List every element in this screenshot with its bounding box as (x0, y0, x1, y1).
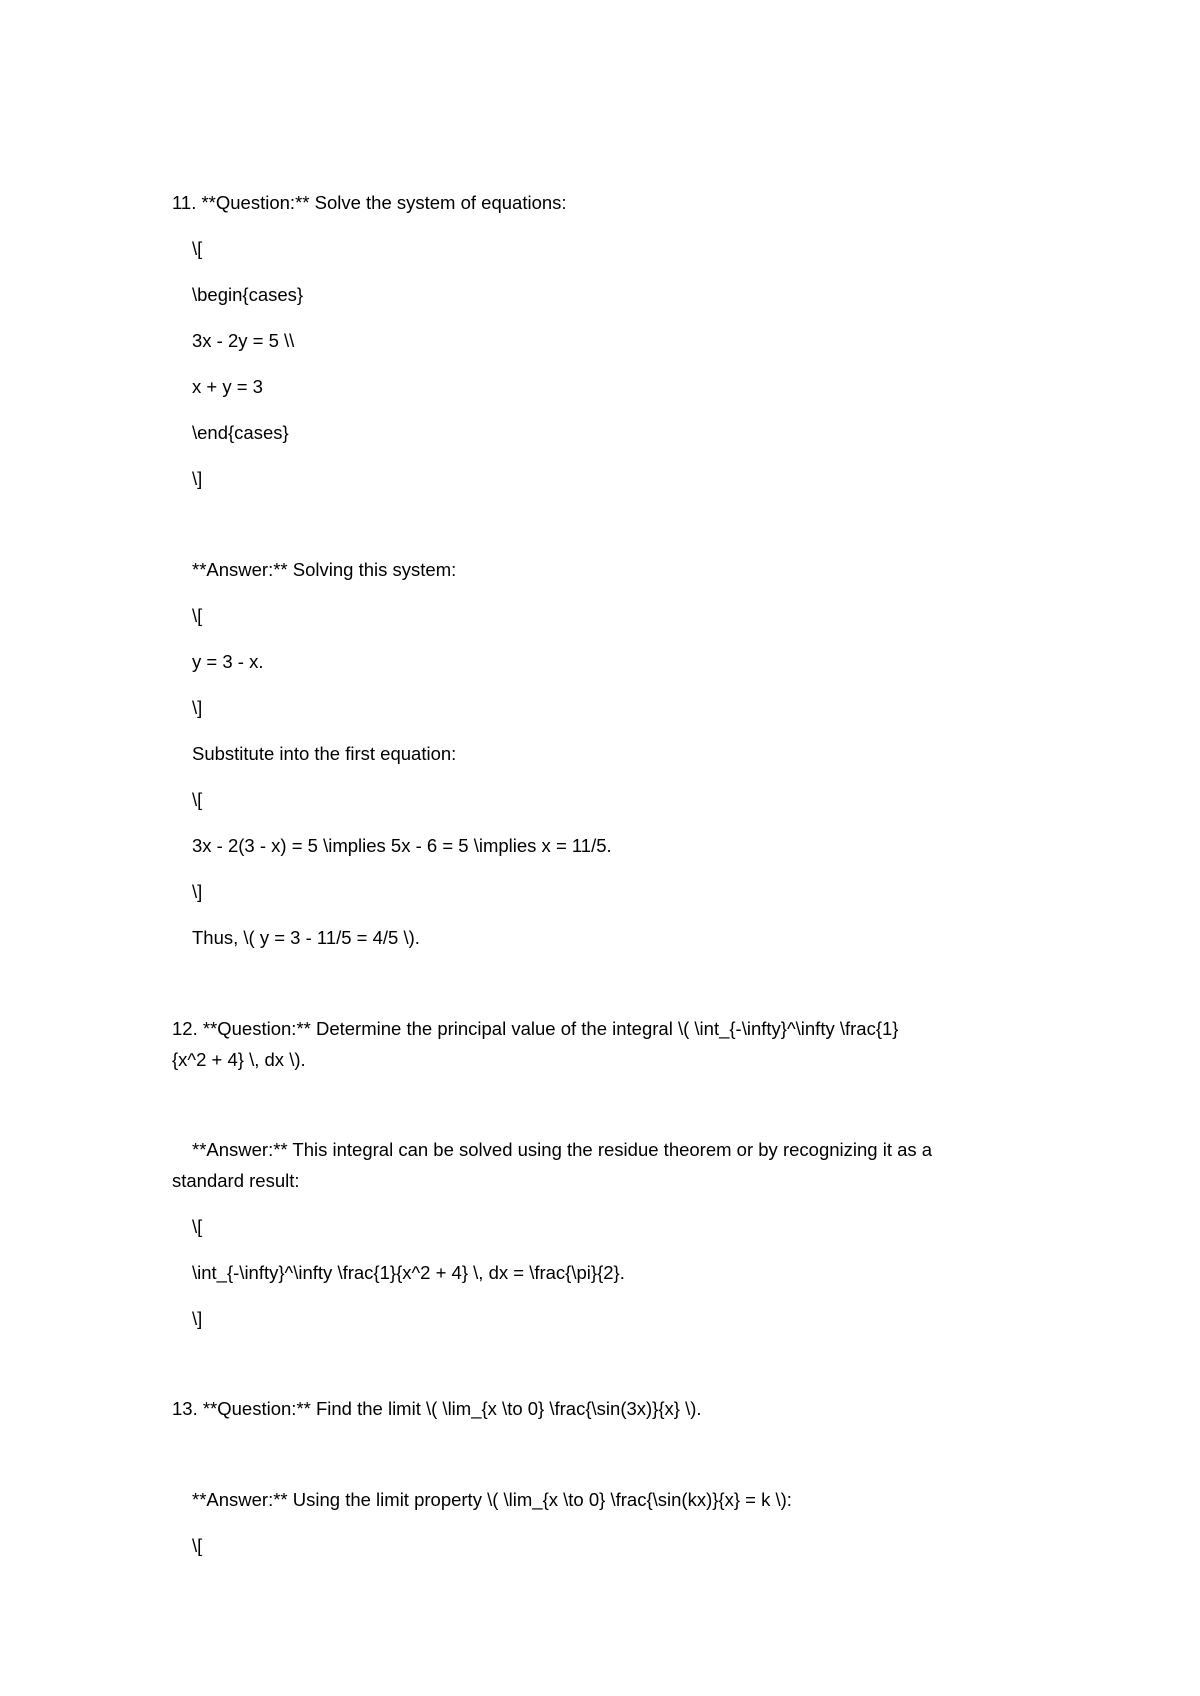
q12-answer-line: \] (192, 1308, 203, 1329)
q11-answer-line: Substitute into the first equation: (192, 743, 457, 764)
q11-answer-line: \] (192, 697, 203, 718)
q11-question-line: \end{cases} (192, 422, 289, 443)
q11-answer-line: \[ (192, 605, 203, 626)
q12-answer-heading: **Answer:** This integral can be solved using the residue theorem or by recognizing it as a (192, 1139, 933, 1160)
q11-answer-line: 3x - 2(3 - x) = 5 \implies 5x - 6 = 5 \implies x = 11/5. (192, 835, 612, 856)
q11-answer-heading: **Answer:** Solving this system: (192, 559, 457, 580)
q13-heading: 13. **Question:** Find the limit \( \lim_{x \to 0} \frac{\sin(3x)}{x} \). (172, 1398, 702, 1419)
q11-question-line: \[ (192, 238, 203, 259)
q11-question-line: \] (192, 468, 203, 489)
q11-answer-line: y = 3 - x. (192, 651, 264, 672)
q12-answer-line: \int_{-\infty}^\infty \frac{1}{x^2 + 4} \, dx = \frac{\pi}{2}. (192, 1262, 625, 1283)
q11-heading: 11. **Question:** Solve the system of equations: (172, 192, 567, 213)
q11-answer-line: Thus, \( y = 3 - 11/5 = 4/5 \). (192, 927, 420, 948)
q12-answer-heading-continued: standard result: (172, 1170, 300, 1191)
q11-answer-line: \] (192, 881, 203, 902)
q12-heading-continued: {x^2 + 4} \, dx \). (172, 1049, 306, 1070)
q12-answer-line: \[ (192, 1216, 203, 1237)
q11-answer-line: \[ (192, 789, 203, 810)
q11-question-line: \begin{cases} (192, 284, 304, 305)
q12-heading: 12. **Question:** Determine the principal value of the integral \( \int_{-\infty}^\infty \frac{1} (172, 1018, 899, 1039)
q13-answer-line: \[ (192, 1535, 203, 1556)
q13-answer-heading: **Answer:** Using the limit property \( \lim_{x \to 0} \frac{\sin(kx)}{x} = k \): (192, 1489, 792, 1510)
q11-question-line: x + y = 3 (192, 376, 263, 397)
q11-question-line: 3x - 2y = 5 \\ (192, 330, 295, 351)
